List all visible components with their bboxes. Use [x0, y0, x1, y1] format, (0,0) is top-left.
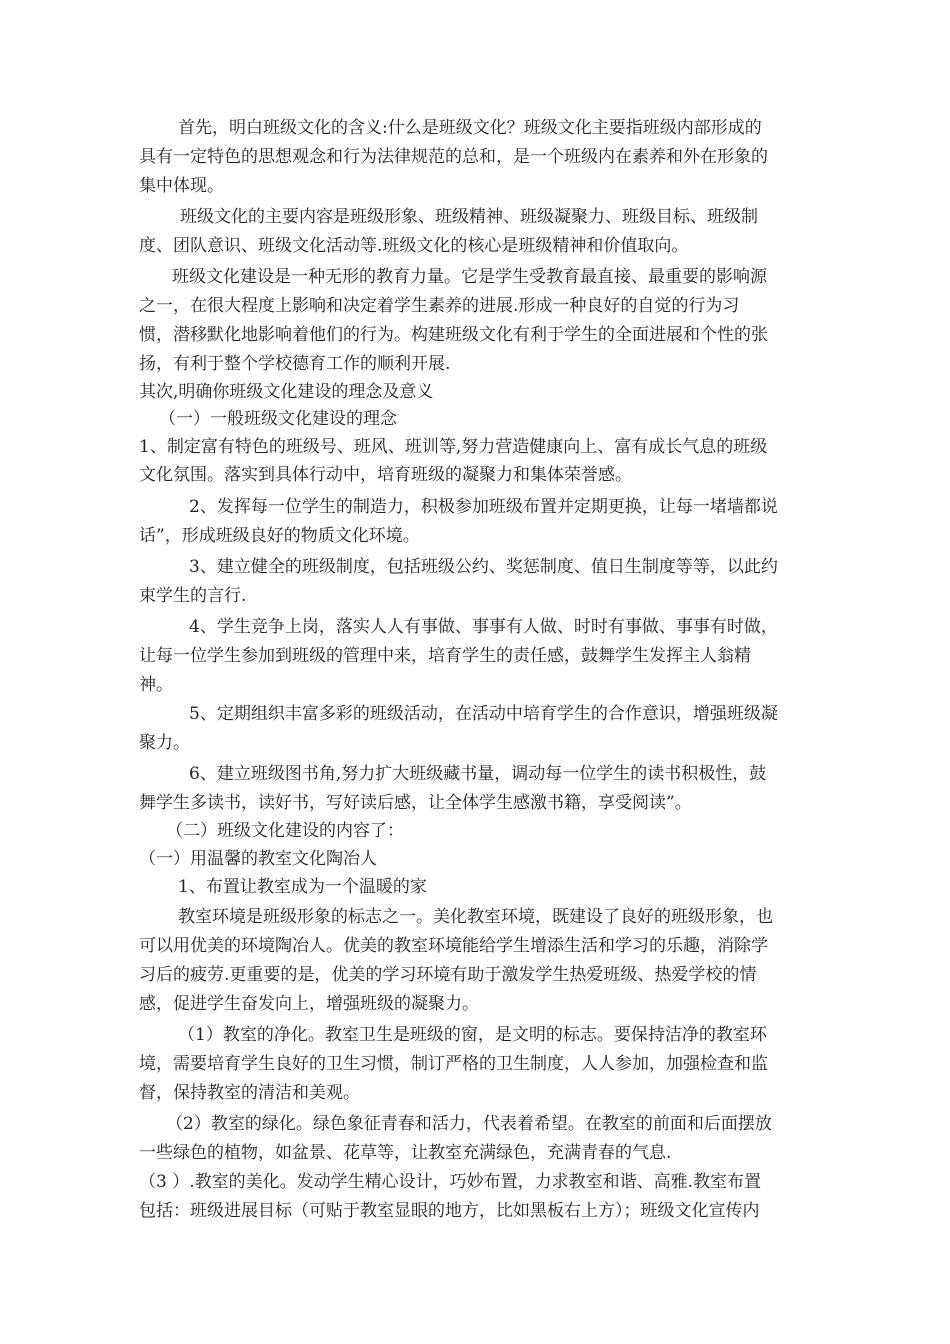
text-line: 惯，潜移默化地影响着他们的行为。构建班级文化有利于学生的全面进展和个性的张	[139, 325, 768, 345]
text-line: （3 ）.教室的美化。发动学生精心设计，巧妙布置，力求教室和谐、高雅.教室布置	[139, 1172, 762, 1192]
text-line: 首先，明白班级文化的含义:什么是班级文化？班级文化主要指班级内部形成的	[178, 118, 762, 138]
subsection-heading: （一）用温馨的教室文化陶冶人	[139, 849, 377, 869]
text-line: 可以用优美的环境陶冶人。优美的教室环境能给学生增添生活和学习的乐趣，消除学	[139, 936, 768, 956]
text-line: 束学生的言行.	[139, 586, 247, 606]
text-line: 4、学生竞争上岗，落实人人有事做、事事有人做、时时有事做、事事有时做，	[189, 617, 778, 637]
text-line: 6、建立班级图书角,努力扩大班级藏书量，调动每一位学生的读书积极性，鼓	[189, 764, 767, 784]
text-line: 聚力。	[139, 733, 190, 753]
subsection-heading: （一）一般班级文化建设的理念	[159, 409, 397, 429]
section-heading: 其次,明确你班级文化建设的理念及意义	[139, 382, 434, 402]
text-line: 教室环境是班级形象的标志之一。美化教室环境，既建设了良好的班级形象，也	[178, 907, 773, 927]
text-line: 文化氛围。落实到具体行动中，培育班级的凝聚力和集体荣誉感。	[139, 465, 632, 485]
text-line: 督，保持教室的清洁和美观。	[139, 1083, 360, 1103]
text-line: 3、建立健全的班级制度，包括班级公约、奖惩制度、值日生制度等等，以此约	[189, 557, 778, 577]
text-line: 具有一定特色的思想观念和行为法律规范的总和，是一个班级内在素养和外在形象的	[139, 147, 768, 167]
text-line: 集中体现。	[139, 176, 224, 196]
text-line: 2、发挥每一位学生的制造力，积极参加班级布置并定期更换，让每一堵墙都说	[189, 497, 778, 517]
text-line: （2）教室的绿化。绿色象征青春和活力，代表着希望。在教室的前面和后面摆放	[166, 1114, 772, 1134]
text-line: 习后的疲劳.更重要的是，优美的学习环境有助于激发学生热爱班级、热爱学校的情	[139, 965, 757, 985]
text-line: 话”，形成班级良好的物质文化环境。	[139, 526, 420, 546]
text-line: 度、团队意识、班级文化活动等.班级文化的核心是班级精神和价值取向。	[139, 236, 689, 256]
text-line: 神。	[139, 675, 173, 695]
text-line: 一些绿色的植物，如盆景、花草等，让教室充满绿色，充满青春的气息.	[139, 1143, 672, 1163]
text-line: （1）教室的净化。教室卫生是班级的窗，是文明的标志。要保持洁净的教室环	[178, 1025, 767, 1045]
subsection-heading: 1、布置让教室成为一个温暖的家	[178, 877, 427, 897]
text-line: 感，促进学生奋发向上，增强班级的凝聚力。	[139, 994, 479, 1014]
text-line: 舞学生多读书，读好书，写好读后感，让全体学生感激书籍，享受阅读”。	[139, 793, 692, 813]
text-line: 班级文化建设是一种无形的教育力量。它是学生受教育最直接、最重要的影响源	[172, 267, 767, 287]
text-line: 包括：班级进展目标（可贴于教室显眼的地方，比如黑板右上方）；班级文化宣传内	[139, 1201, 760, 1221]
text-line: 扬，有利于整个学校德育工作的顺利开展.	[139, 354, 451, 374]
text-line: 5、定期组织丰富多彩的班级活动，在活动中培育学生的合作意识，增强班级凝	[189, 704, 778, 724]
text-line: 境，需要培育学生良好的卫生习惯，制订严格的卫生制度，人人参加，加强检查和监	[139, 1054, 768, 1074]
text-line: 之一，在很大程度上影响和决定着学生素养的进展.形成一种良好的自觉的行为习	[139, 296, 740, 316]
text-line: 1、制定富有特色的班级号、班风、班训等,努力营造健康向上、富有成长气息的班级	[139, 437, 768, 457]
text-line: 让每一位学生参加到班级的管理中来，培育学生的责任感，鼓舞学生发挥主人翁精	[139, 646, 751, 666]
text-line: 班级文化的主要内容是班级形象、班级精神、班级凝聚力、班级目标、班级制	[180, 207, 758, 227]
subsection-heading: （二）班级文化建设的内容了：	[166, 821, 404, 841]
